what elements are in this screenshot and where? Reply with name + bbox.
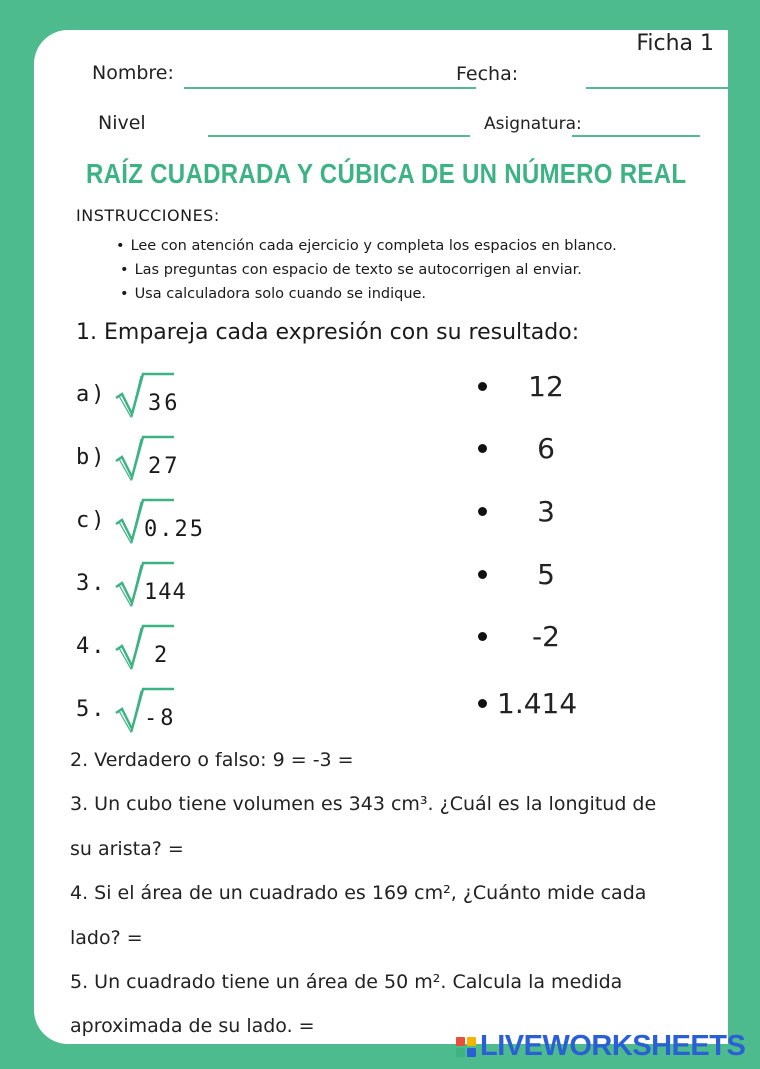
radicand: 0.25: [144, 517, 205, 542]
radical: [114, 496, 205, 544]
ficha-label: Ficha 1: [636, 31, 714, 56]
expression-prefix: 3.: [76, 570, 107, 596]
expression-b: [76, 433, 181, 481]
instruction-item: • Usa calculadora solo cuando se indique.: [116, 282, 617, 306]
liveworksheets-logo: [456, 1030, 745, 1063]
logo-blocks-icon: [456, 1037, 476, 1057]
question-4-line2: lado? =: [70, 927, 143, 949]
answer-value: 12: [528, 370, 564, 403]
asignatura-label: Asignatura:: [484, 114, 582, 134]
expression-prefix: 5.: [76, 696, 107, 722]
question-1-prompt: 1. Empareja cada expresión con su resultado:: [76, 320, 580, 345]
logo-text: LIVEWORKSHEETS: [480, 1030, 746, 1062]
answer-option[interactable]: [478, 620, 585, 653]
instruction-item: • Las preguntas con espacio de texto se autocorrigen al enviar.: [116, 258, 617, 282]
answer-option[interactable]: [478, 687, 578, 720]
nivel-field[interactable]: [208, 135, 470, 137]
question-3-line1: 3. Un cubo tiene volumen es 343 cm³. ¿Cuál es la longitud de: [70, 793, 657, 815]
nombre-field[interactable]: [184, 87, 476, 89]
expression-prefix: b): [76, 444, 107, 470]
question-4-line1: 4. Si el área de un cuadrado es 169 cm², ¿Cuánto mide cada: [70, 882, 647, 904]
instructions-heading: INSTRUCCIONES:: [76, 206, 220, 225]
radicand: 144: [144, 580, 187, 605]
answer-value: -2: [532, 620, 560, 653]
radicand: -8: [144, 706, 177, 731]
answer-option[interactable]: [478, 495, 585, 528]
expression-prefix: 4.: [76, 633, 107, 659]
fecha-label: Fecha:: [456, 63, 519, 85]
expression-prefix: a): [76, 381, 107, 407]
radical: [114, 622, 176, 670]
radical: [114, 433, 181, 481]
radicand: 2: [154, 643, 171, 668]
expression-c: [76, 496, 205, 544]
bullet-dot: [478, 570, 487, 579]
question-5-line1: 5. Un cuadrado tiene un área de 50 m². Calcula la medida: [70, 971, 623, 993]
answer-value: 3: [537, 495, 555, 528]
nombre-label: Nombre:: [92, 62, 174, 84]
expression-4: [76, 622, 176, 670]
bullet-dot: [478, 382, 487, 391]
bullet-dot: [478, 699, 487, 708]
answer-value: 5: [537, 558, 555, 591]
instruction-item: • Lee con atención cada ejercicio y completa los espacios en blanco.: [116, 234, 617, 258]
expression-3: [76, 559, 187, 607]
answer-value: 1.414: [497, 687, 578, 720]
bullet-dot: [478, 507, 487, 516]
radicand: 36: [148, 391, 181, 416]
bullet-dot: [478, 632, 487, 641]
question-3-line2: su arista? =: [70, 838, 184, 860]
radical: [114, 559, 187, 607]
answer-option[interactable]: [478, 558, 585, 591]
expression-prefix: c): [76, 507, 107, 533]
answer-option[interactable]: [478, 370, 585, 403]
instructions-list: [116, 234, 617, 306]
bullet-dot: [478, 444, 487, 453]
answer-option[interactable]: [478, 432, 585, 465]
question-5-line2: aproximada de su lado. =: [70, 1015, 315, 1037]
fecha-field[interactable]: [586, 87, 728, 89]
worksheet: [34, 30, 728, 1044]
answer-value: 6: [537, 432, 555, 465]
expression-5: [76, 685, 176, 733]
asignatura-field[interactable]: [572, 135, 700, 137]
radicand: 27: [148, 454, 181, 479]
expression-a: [76, 370, 181, 418]
radical: [114, 370, 181, 418]
question-2: 2. Verdadero o falso: 9 = -3 =: [70, 749, 354, 771]
page-title: RAÍZ CUADRADA Y CÚBICA DE UN NÚMERO REAL: [86, 158, 687, 189]
nivel-label: Nivel: [98, 112, 146, 134]
radical: [114, 685, 176, 733]
